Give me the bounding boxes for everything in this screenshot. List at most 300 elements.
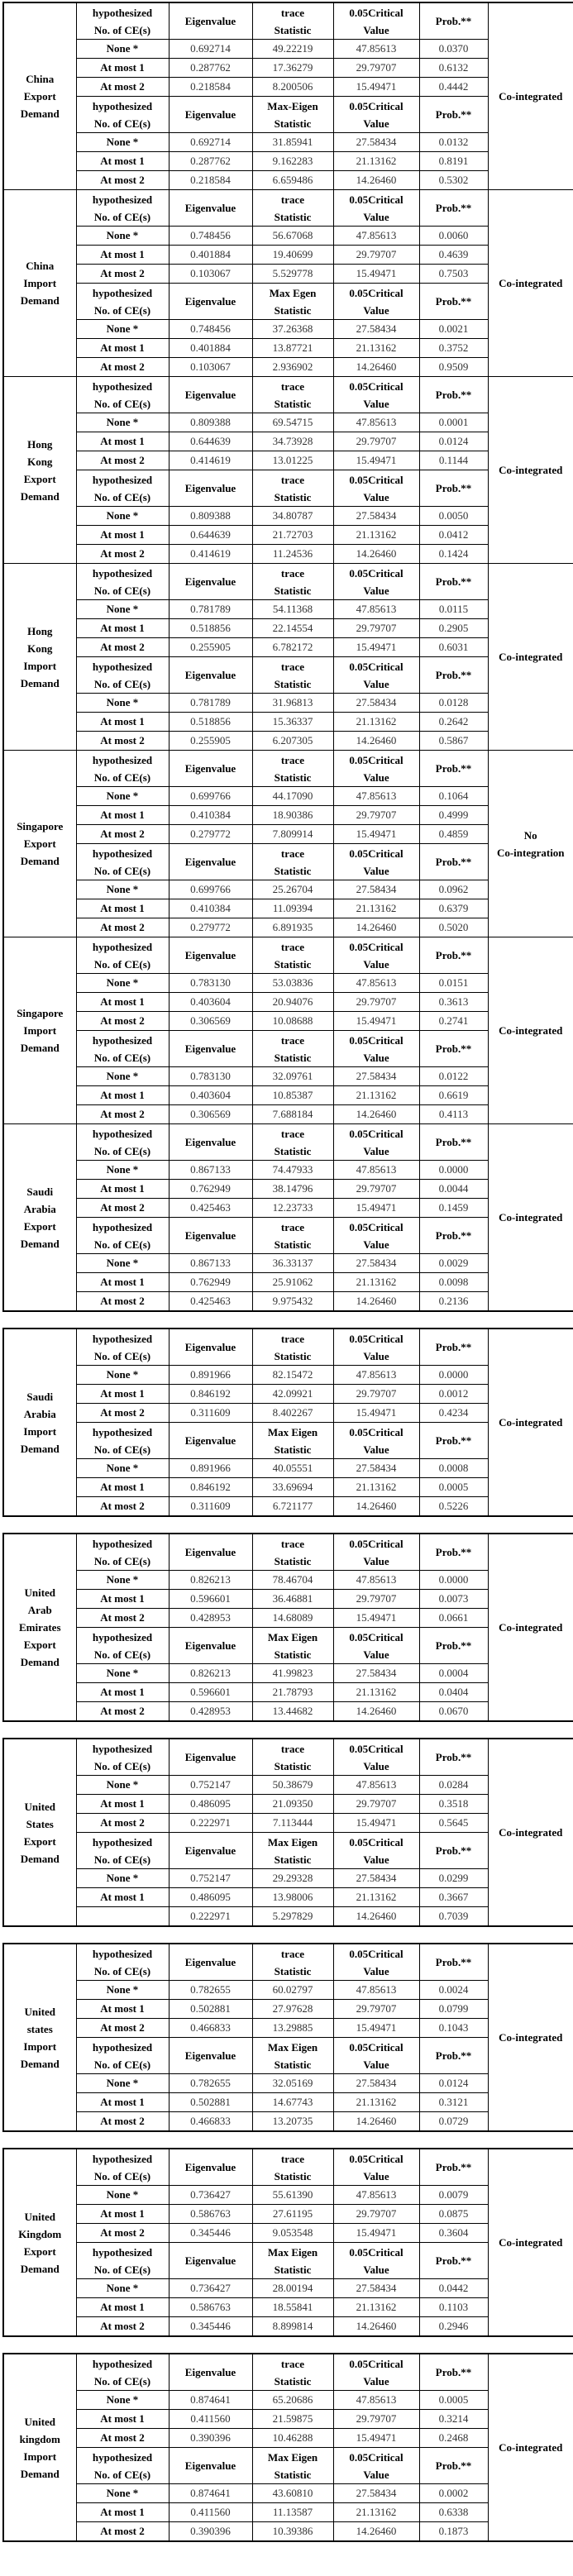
value-cell: 32.05169	[252, 2074, 333, 2093]
value-cell: 0.0670	[419, 1702, 488, 1722]
value-cell: 0.0115	[419, 600, 488, 619]
value-cell: 0.0000	[419, 1366, 488, 1385]
header-row	[3, 1833, 573, 1869]
table-row	[3, 413, 573, 432]
column-header: Eigenvalue	[169, 1031, 252, 1067]
column-header: hypothesized No. of CE(s)	[76, 377, 169, 413]
value-cell: 0.3214	[419, 2410, 488, 2429]
hypothesis-cell: At most 1	[76, 2298, 169, 2317]
value-cell: 20.94076	[252, 993, 333, 1012]
value-cell: 0.414619	[169, 545, 252, 564]
value-cell: 0.0122	[419, 1067, 488, 1086]
column-header: Max Egen Statistic	[252, 284, 333, 320]
value-cell: 14.26460	[333, 2522, 419, 2542]
column-header: trace Statistic	[252, 751, 333, 787]
column-header: Prob.**	[419, 937, 488, 974]
column-header: 0.05Critical Value	[333, 1944, 419, 1981]
header-row	[3, 1218, 573, 1254]
hypothesis-cell: None *	[76, 1981, 169, 2000]
column-header: Prob.**	[419, 2243, 488, 2279]
hypothesis-cell: At most 2	[76, 2112, 169, 2132]
column-header: Eigenvalue	[169, 470, 252, 507]
value-cell: 0.6619	[419, 1086, 488, 1105]
table-row	[3, 2503, 573, 2522]
table-row	[3, 1385, 573, 1404]
value-cell: 8.200506	[252, 78, 333, 97]
value-cell: 29.79707	[333, 993, 419, 1012]
value-cell: 56.67068	[252, 227, 333, 246]
table-row	[3, 78, 573, 97]
hypothesis-cell: None *	[76, 1067, 169, 1086]
value-cell: 0.692714	[169, 40, 252, 59]
column-header: Prob.**	[419, 844, 488, 880]
value-cell: 0.6031	[419, 638, 488, 657]
hypothesis-cell: At most 2	[76, 1292, 169, 1312]
cointegration-table	[2, 1943, 573, 2132]
value-cell: 0.0128	[419, 694, 488, 713]
value-cell: 0.0661	[419, 1609, 488, 1628]
hypothesis-cell: At most 1	[76, 339, 169, 358]
value-cell: 43.60810	[252, 2484, 333, 2503]
value-cell: 0.287762	[169, 59, 252, 78]
cointegration-table	[2, 2148, 573, 2337]
value-cell: 47.85613	[333, 413, 419, 432]
value-cell: 0.0962	[419, 880, 488, 899]
table-row	[3, 507, 573, 526]
column-header: trace Statistic	[252, 1944, 333, 1981]
column-header: Eigenvalue	[169, 2448, 252, 2484]
value-cell: 0.846192	[169, 1478, 252, 1497]
value-cell: 47.85613	[333, 2186, 419, 2205]
value-cell: 0.3613	[419, 993, 488, 1012]
column-header: hypothesized No. of CE(s)	[76, 1423, 169, 1459]
value-cell: 0.4442	[419, 78, 488, 97]
value-cell: 0.218584	[169, 171, 252, 190]
hypothesis-cell: At most 1	[76, 2093, 169, 2112]
value-cell: 37.26368	[252, 320, 333, 339]
value-cell: 21.72703	[252, 526, 333, 545]
column-header: Prob.**	[419, 1124, 488, 1161]
value-cell: 0.781789	[169, 600, 252, 619]
cointegration-table	[2, 1328, 573, 1517]
value-cell: 6.659486	[252, 171, 333, 190]
value-cell: 14.26460	[333, 732, 419, 751]
hypothesis-cell: None *	[76, 787, 169, 806]
hypothesis-cell: None *	[76, 694, 169, 713]
value-cell: 21.13162	[333, 1478, 419, 1497]
hypothesis-cell: At most 1	[76, 152, 169, 171]
value-cell: 27.97628	[252, 2000, 333, 2019]
column-header: Eigenvalue	[169, 2354, 252, 2391]
value-cell: 36.46881	[252, 1590, 333, 1609]
table-row	[3, 1273, 573, 1292]
column-header: 0.05Critical Value	[333, 1833, 419, 1869]
value-cell: 82.15472	[252, 1366, 333, 1385]
table-row	[3, 806, 573, 825]
hypothesis-cell: At most 1	[76, 806, 169, 825]
column-header: Eigenvalue	[169, 2149, 252, 2186]
column-header: Max Eigen Statistic	[252, 2448, 333, 2484]
value-cell: 2.936902	[252, 358, 333, 377]
value-cell: 29.79707	[333, 2205, 419, 2224]
value-cell: 13.87721	[252, 339, 333, 358]
value-cell: 0.279772	[169, 918, 252, 937]
column-header: hypothesized No. of CE(s)	[76, 284, 169, 320]
value-cell: 0.466833	[169, 2019, 252, 2038]
value-cell: 21.13162	[333, 2298, 419, 2317]
hypothesis-cell: At most 2	[76, 78, 169, 97]
value-cell: 0.846192	[169, 1385, 252, 1404]
column-header: hypothesized No. of CE(s)	[76, 1218, 169, 1254]
value-cell: 0.414619	[169, 451, 252, 470]
column-header: hypothesized No. of CE(s)	[76, 1329, 169, 1366]
value-cell: 0.809388	[169, 413, 252, 432]
column-header: 0.05Critical Value	[333, 377, 419, 413]
header-row	[3, 97, 573, 133]
value-cell: 47.85613	[333, 1366, 419, 1385]
table-row	[3, 1814, 573, 1833]
column-header: 0.05Critical Value	[333, 937, 419, 974]
column-header: 0.05Critical Value	[333, 2, 419, 40]
column-header: Eigenvalue	[169, 751, 252, 787]
value-cell: 47.85613	[333, 1161, 419, 1180]
hypothesis-cell: At most 2	[76, 825, 169, 844]
column-header: Eigenvalue	[169, 1423, 252, 1459]
table-row	[3, 227, 573, 246]
value-cell: 7.688184	[252, 1105, 333, 1124]
value-cell: 0.1873	[419, 2522, 488, 2542]
value-cell: 29.79707	[333, 2410, 419, 2429]
value-cell: 17.36279	[252, 59, 333, 78]
value-cell: 0.410384	[169, 899, 252, 918]
value-cell: 0.826213	[169, 1571, 252, 1590]
value-cell: 0.103067	[169, 358, 252, 377]
hypothesis-cell: At most 2	[76, 1814, 169, 1833]
value-cell: 0.3667	[419, 1888, 488, 1907]
value-cell: 0.0299	[419, 1869, 488, 1888]
value-cell: 31.85941	[252, 133, 333, 152]
table-row	[3, 2391, 573, 2410]
value-cell: 27.58434	[333, 1254, 419, 1273]
column-header: hypothesized No. of CE(s)	[76, 1628, 169, 1664]
column-header: Eigenvalue	[169, 190, 252, 227]
hypothesis-cell: None *	[76, 1664, 169, 1683]
column-header: 0.05Critical Value	[333, 1124, 419, 1161]
column-header: hypothesized No. of CE(s)	[76, 1534, 169, 1571]
value-cell: 13.01225	[252, 451, 333, 470]
value-cell: 0.9509	[419, 358, 488, 377]
table-row	[3, 133, 573, 152]
value-cell: 25.91062	[252, 1273, 333, 1292]
value-cell: 0.401884	[169, 339, 252, 358]
series-label: United kingdom Import Demand	[3, 2354, 76, 2541]
value-cell: 21.13162	[333, 152, 419, 171]
table-row	[3, 358, 573, 377]
table-row	[3, 2279, 573, 2298]
table-row	[3, 1497, 573, 1517]
value-cell: 0.891966	[169, 1366, 252, 1385]
value-cell: 0.783130	[169, 974, 252, 993]
column-header: trace Statistic	[252, 564, 333, 600]
header-row	[3, 470, 573, 507]
value-cell: 0.279772	[169, 825, 252, 844]
value-cell: 41.99823	[252, 1664, 333, 1683]
value-cell: 0.0000	[419, 1571, 488, 1590]
value-cell: 21.13162	[333, 2093, 419, 2112]
column-header: trace Statistic	[252, 844, 333, 880]
series-label: Singapore Export Demand	[3, 751, 76, 937]
column-header: trace Statistic	[252, 1124, 333, 1161]
column-header: Eigenvalue	[169, 2, 252, 40]
table-row	[3, 993, 573, 1012]
table-row	[3, 2410, 573, 2429]
table-row	[3, 1459, 573, 1478]
value-cell: 0.783130	[169, 1067, 252, 1086]
value-cell: 0.6338	[419, 2503, 488, 2522]
table-row	[3, 1199, 573, 1218]
column-header: Prob.**	[419, 97, 488, 133]
value-cell: 14.26460	[333, 1702, 419, 1722]
value-cell: 12.23733	[252, 1199, 333, 1218]
value-cell: 27.58434	[333, 507, 419, 526]
value-cell: 44.17090	[252, 787, 333, 806]
column-header: Max-Eigen Statistic	[252, 97, 333, 133]
series-label: Saudi Arabia Import Demand	[3, 1329, 76, 1516]
value-cell: 0.311609	[169, 1497, 252, 1517]
value-cell: 21.13162	[333, 2503, 419, 2522]
value-cell: 9.162283	[252, 152, 333, 171]
value-cell: 0.736427	[169, 2186, 252, 2205]
column-header: Prob.**	[419, 564, 488, 600]
column-header: Max Eigen Statistic	[252, 2038, 333, 2074]
series-label: Singapore Import Demand	[3, 937, 76, 1124]
column-header: Prob.**	[419, 2, 488, 40]
hypothesis-cell: At most 2	[76, 1105, 169, 1124]
value-cell: 27.58434	[333, 2279, 419, 2298]
column-header: 0.05Critical Value	[333, 657, 419, 694]
value-cell: 5.297829	[252, 1907, 333, 1927]
value-cell: 0.867133	[169, 1161, 252, 1180]
hypothesis-cell: None *	[76, 2391, 169, 2410]
value-cell: 21.13162	[333, 899, 419, 918]
column-header: hypothesized No. of CE(s)	[76, 190, 169, 227]
value-cell: 0.403604	[169, 1086, 252, 1105]
value-cell: 0.699766	[169, 880, 252, 899]
hypothesis-cell: None *	[76, 974, 169, 993]
column-header: 0.05Critical Value	[333, 2243, 419, 2279]
hypothesis-cell: At most 2	[76, 358, 169, 377]
value-cell: 0.0875	[419, 2205, 488, 2224]
value-cell: 15.49471	[333, 265, 419, 284]
value-cell: 0.596601	[169, 1683, 252, 1702]
table-row	[3, 2074, 573, 2093]
series-label: Saudi Arabia Export Demand	[3, 1124, 76, 1312]
value-cell: 0.0284	[419, 1776, 488, 1795]
column-header: Eigenvalue	[169, 657, 252, 694]
value-cell: 29.79707	[333, 2000, 419, 2019]
table-row	[3, 1254, 573, 1273]
hypothesis-cell: None *	[76, 1254, 169, 1273]
value-cell: 11.13587	[252, 2503, 333, 2522]
value-cell: 0.255905	[169, 732, 252, 751]
value-cell: 29.29328	[252, 1869, 333, 1888]
header-row	[3, 2354, 573, 2391]
value-cell: 0.1043	[419, 2019, 488, 2038]
series-label: United Arab Emirates Export Demand	[3, 1534, 76, 1721]
value-cell: 0.0024	[419, 1981, 488, 2000]
value-cell: 0.103067	[169, 265, 252, 284]
hypothesis-cell: At most 2	[76, 732, 169, 751]
column-header: hypothesized No. of CE(s)	[76, 657, 169, 694]
hypothesis-cell: None *	[76, 2186, 169, 2205]
value-cell: 0.4999	[419, 806, 488, 825]
header-row	[3, 844, 573, 880]
column-header: Max Eigen Statistic	[252, 1423, 333, 1459]
column-header: hypothesized No. of CE(s)	[76, 564, 169, 600]
value-cell: 0.7503	[419, 265, 488, 284]
cointegration-table	[2, 2, 573, 1312]
column-header: Prob.**	[419, 190, 488, 227]
column-header: Prob.**	[419, 2149, 488, 2186]
table-row	[3, 1702, 573, 1722]
value-cell: 11.09394	[252, 899, 333, 918]
table-row	[3, 2186, 573, 2205]
conclusion-cell: Co-integrated	[488, 190, 573, 377]
conclusion-cell: Co-integrated	[488, 1534, 573, 1721]
column-header: Prob.**	[419, 1833, 488, 1869]
value-cell: 54.11368	[252, 600, 333, 619]
conclusion-cell: Co-integrated	[488, 564, 573, 751]
column-header: hypothesized No. of CE(s)	[76, 1944, 169, 1981]
column-header: Prob.**	[419, 2354, 488, 2391]
series-label: China Export Demand	[3, 2, 76, 190]
value-cell: 34.73928	[252, 432, 333, 451]
value-cell: 0.0370	[419, 40, 488, 59]
column-header: Eigenvalue	[169, 1329, 252, 1366]
value-cell: 18.90386	[252, 806, 333, 825]
table-row	[3, 2093, 573, 2112]
value-cell: 47.85613	[333, 1981, 419, 2000]
hypothesis-cell: At most 1	[76, 1273, 169, 1292]
column-header: Prob.**	[419, 470, 488, 507]
value-cell: 0.644639	[169, 432, 252, 451]
column-header: Eigenvalue	[169, 1218, 252, 1254]
value-cell: 0.3752	[419, 339, 488, 358]
value-cell: 0.0124	[419, 432, 488, 451]
column-header: 0.05Critical Value	[333, 1534, 419, 1571]
value-cell: 0.428953	[169, 1702, 252, 1722]
cointegration-table	[2, 1533, 573, 1722]
table-row	[3, 600, 573, 619]
value-cell: 0.0412	[419, 526, 488, 545]
conclusion-cell: Co-integrated	[488, 1124, 573, 1312]
value-cell: 15.49471	[333, 1814, 419, 1833]
value-cell: 14.26460	[333, 2112, 419, 2132]
value-cell: 0.0001	[419, 413, 488, 432]
value-cell: 15.49471	[333, 451, 419, 470]
table-row	[3, 1888, 573, 1907]
column-header: Prob.**	[419, 284, 488, 320]
hypothesis-cell: At most 2	[76, 1199, 169, 1218]
value-cell: 0.0079	[419, 2186, 488, 2205]
column-header: hypothesized No. of CE(s)	[76, 1031, 169, 1067]
value-cell: 0.1424	[419, 545, 488, 564]
header-row	[3, 2149, 573, 2186]
value-cell: 0.748456	[169, 227, 252, 246]
table-row	[3, 451, 573, 470]
header-row	[3, 2038, 573, 2074]
value-cell: 29.79707	[333, 806, 419, 825]
table-row	[3, 1664, 573, 1683]
value-cell: 0.782655	[169, 2074, 252, 2093]
hypothesis-cell: At most 1	[76, 1385, 169, 1404]
value-cell: 5.529778	[252, 265, 333, 284]
hypothesis-cell: At most 1	[76, 526, 169, 545]
series-label: Hong Kong Export Demand	[3, 377, 76, 564]
hypothesis-cell: At most 1	[76, 432, 169, 451]
value-cell: 15.49471	[333, 2224, 419, 2243]
value-cell: 0.586763	[169, 2298, 252, 2317]
hypothesis-cell: At most 2	[76, 2317, 169, 2337]
hypothesis-cell: None *	[76, 507, 169, 526]
value-cell: 27.61195	[252, 2205, 333, 2224]
value-cell: 14.26460	[333, 1292, 419, 1312]
value-cell: 0.644639	[169, 526, 252, 545]
hypothesis-cell	[76, 1907, 169, 1927]
value-cell: 0.222971	[169, 1814, 252, 1833]
table-row	[3, 1292, 573, 1312]
value-cell: 27.58434	[333, 133, 419, 152]
hypothesis-cell: At most 2	[76, 1404, 169, 1423]
table-row	[3, 1404, 573, 1423]
hypothesis-cell: At most 2	[76, 1012, 169, 1031]
table-row	[3, 1907, 573, 1927]
value-cell: 14.67743	[252, 2093, 333, 2112]
column-header: trace Statistic	[252, 2, 333, 40]
value-cell: 14.26460	[333, 1497, 419, 1517]
conclusion-cell: Co-integrated	[488, 937, 573, 1124]
value-cell: 10.08688	[252, 1012, 333, 1031]
value-cell: 0.0729	[419, 2112, 488, 2132]
table-row	[3, 1869, 573, 1888]
hypothesis-cell: At most 1	[76, 619, 169, 638]
column-header: Prob.**	[419, 1534, 488, 1571]
column-header: trace Statistic	[252, 2149, 333, 2186]
value-cell: 78.46704	[252, 1571, 333, 1590]
column-header: hypothesized No. of CE(s)	[76, 2038, 169, 2074]
value-cell: 65.20686	[252, 2391, 333, 2410]
value-cell: 21.13162	[333, 1888, 419, 1907]
header-row	[3, 1329, 573, 1366]
value-cell: 0.306569	[169, 1105, 252, 1124]
table-row	[3, 1012, 573, 1031]
hypothesis-cell: None *	[76, 1366, 169, 1385]
column-header: 0.05Critical Value	[333, 564, 419, 600]
column-header: hypothesized No. of CE(s)	[76, 2448, 169, 2484]
value-cell: 9.975432	[252, 1292, 333, 1312]
column-header: 0.05Critical Value	[333, 751, 419, 787]
value-cell: 0.0404	[419, 1683, 488, 1702]
value-cell: 29.79707	[333, 1180, 419, 1199]
table-row	[3, 152, 573, 171]
hypothesis-cell: None *	[76, 133, 169, 152]
hypothesis-cell: None *	[76, 2484, 169, 2503]
header-row	[3, 751, 573, 787]
conclusion-cell: Co-integrated	[488, 1739, 573, 1926]
value-cell: 0.874641	[169, 2391, 252, 2410]
value-cell: 0.4859	[419, 825, 488, 844]
value-cell: 6.891935	[252, 918, 333, 937]
